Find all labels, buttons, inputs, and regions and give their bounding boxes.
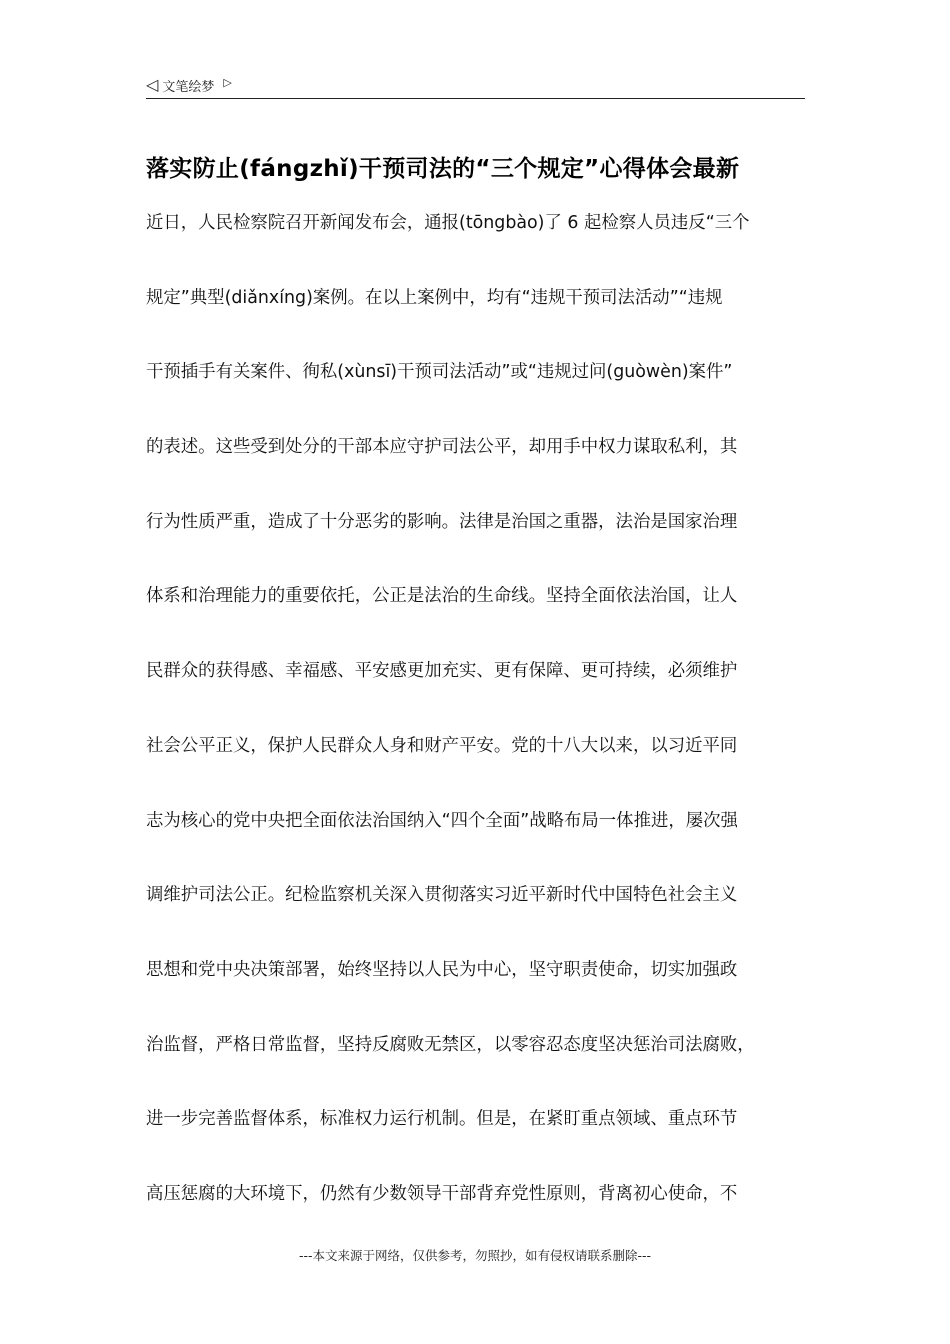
body-line: 志为核心的党中央把全面依法治国纳入“四个全面”战略布局一体推进，屡次强 xyxy=(146,810,738,831)
body-line: 进一步完善监督体系，标准权力运行机制。但是，在紧盯重点领域、重点环节 xyxy=(146,1109,738,1130)
header-label: 文笔绘梦 xyxy=(162,79,215,95)
body-line: 思想和党中央决策部署，始终坚持以人民为中心，坚守职责使命，切实加强政 xyxy=(146,959,738,980)
document-body xyxy=(146,207,826,1253)
body-line: 的表述。这些受到处分的干部本应守护司法公平，却用手中权力谋取私利，其 xyxy=(146,437,738,458)
body-line: 规定”典型(diǎnxíng)案例。在以上案例中，均有“违规干预司法活动”“违规 xyxy=(146,287,723,308)
document-title: 落实防止(fángzhǐ)干预司法的“三个规定”心得体会最新 xyxy=(146,156,740,182)
body-line: 行为性质严重，造成了十分恶劣的影响。法律是治国之重器，法治是国家治理 xyxy=(146,511,738,532)
body-line: 高压惩腐的大环境下，仍然有少数领导干部背弃党性原则，背离初心使命，不 xyxy=(146,1183,738,1204)
body-line: 民群众的获得感、幸福感、平安感更加充实、更有保障、更可持续，必须维护 xyxy=(146,661,738,682)
body-line: 治监督，严格日常监督，坚持反腐败无禁区，以零容忍态度坚决惩治司法腐败， xyxy=(146,1034,755,1055)
body-line: 调维护司法公正。纪检监察机关深入贯彻落实习近平新时代中国特色社会主义 xyxy=(146,885,738,906)
body-line: 干预插手有关案件、徇私(xùnsī)干预司法活动”或“违规过问(guòwèn)案件” xyxy=(146,362,733,383)
right-triangle-icon: ▷ xyxy=(223,75,232,89)
body-line: 近日，人民检察院召开新闻发布会，通报(tōngbào)了 6 起检察人员违反“三个 xyxy=(146,213,750,233)
body-line: 体系和治理能力的重要依托，公正是法治的生命线。坚持全面依法治国，让人 xyxy=(146,586,738,607)
footer-notice: ---本文来源于网络，仅供参考，勿照抄，如有侵权请联系删除--- xyxy=(298,1248,652,1263)
page-header xyxy=(146,72,805,99)
body-line: 社会公平正义，保护人民群众人身和财产平安。党的十八大以来，以习近平同 xyxy=(146,735,738,756)
left-triangle-icon: ◁ xyxy=(146,75,159,94)
